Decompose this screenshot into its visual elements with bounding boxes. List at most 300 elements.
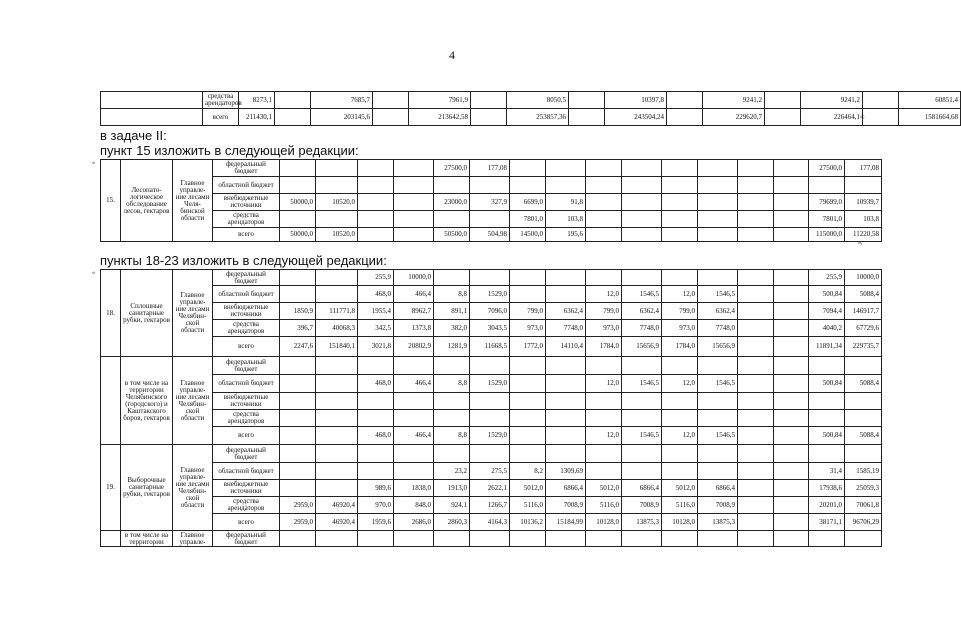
value-cell: 891,1 xyxy=(434,303,470,320)
value-cell xyxy=(316,410,358,427)
section-title-items18-23: пункты 18-23 изложить в следующей редакции: xyxy=(100,253,387,268)
value-cell: 46920,4 xyxy=(316,497,358,514)
value-cell xyxy=(358,177,394,194)
table-row xyxy=(101,228,882,242)
value-cell xyxy=(738,160,774,177)
value-cell xyxy=(738,270,774,286)
value-cell: 11891,34 xyxy=(809,337,845,357)
funding-source: всего xyxy=(203,109,239,126)
item-name: Сплошные санитарные рубки, гектаров xyxy=(121,270,173,357)
table-row xyxy=(101,497,882,514)
page-number: 4 xyxy=(449,48,455,62)
blank-cell xyxy=(863,92,899,109)
value-cell: 799,0 xyxy=(510,303,546,320)
value-cell xyxy=(662,357,698,375)
table-row xyxy=(101,160,882,177)
value-cell xyxy=(546,375,586,393)
value-cell xyxy=(316,463,358,480)
value-cell xyxy=(434,445,470,463)
value-cell xyxy=(738,375,774,393)
value-cell xyxy=(662,445,698,463)
funding-source: всего xyxy=(213,514,280,531)
value-cell: 396,7 xyxy=(280,320,316,337)
value-cell: 8,8 xyxy=(434,286,470,303)
value-cell: 8,2 xyxy=(510,463,546,480)
value-cell xyxy=(845,177,882,194)
value-cell xyxy=(316,177,358,194)
value-cell: 12,0 xyxy=(586,286,622,303)
blank-cell xyxy=(765,109,801,126)
value-cell: 466,4 xyxy=(394,375,434,393)
value-cell: 255,9 xyxy=(358,270,394,286)
value-cell: 226464,1 xyxy=(801,109,863,126)
blank-cell xyxy=(434,531,470,547)
value-cell: 1784,0 xyxy=(662,337,698,357)
value-cell: 12,0 xyxy=(586,375,622,393)
value-cell: 10397,8 xyxy=(605,92,667,109)
value-cell xyxy=(622,270,662,286)
value-cell: 243504,24 xyxy=(605,109,667,126)
value-cell: 7685,7 xyxy=(311,92,373,109)
value-cell: 7801,0 xyxy=(809,211,845,228)
value-cell xyxy=(586,270,622,286)
table-row xyxy=(101,109,961,126)
value-cell: 1955,4 xyxy=(358,303,394,320)
blank-cell xyxy=(373,92,409,109)
value-cell: 12,0 xyxy=(662,286,698,303)
value-cell xyxy=(774,480,809,497)
value-cell xyxy=(316,375,358,393)
funding-source: областной бюджет xyxy=(213,286,280,303)
value-cell: 504,98 xyxy=(470,228,510,242)
value-cell: 103,8 xyxy=(546,211,586,228)
value-cell xyxy=(470,270,510,286)
table-row xyxy=(101,320,882,337)
value-cell: 468,0 xyxy=(358,427,394,445)
value-cell: 7008,9 xyxy=(698,497,738,514)
item-number xyxy=(101,357,121,445)
value-cell: 8962,7 xyxy=(394,303,434,320)
item-number: 15. xyxy=(101,160,121,242)
value-cell xyxy=(510,270,546,286)
value-cell xyxy=(546,177,586,194)
blank-cell xyxy=(845,531,882,547)
value-cell xyxy=(358,393,394,410)
value-cell: 38171,1 xyxy=(809,514,845,531)
value-cell xyxy=(546,270,586,286)
value-cell xyxy=(280,393,316,410)
value-cell xyxy=(316,160,358,177)
value-cell: 500,84 xyxy=(809,286,845,303)
value-cell: 10520,0 xyxy=(316,194,358,211)
value-cell xyxy=(316,427,358,445)
value-cell xyxy=(394,357,434,375)
value-cell: 31,4 xyxy=(809,463,845,480)
value-cell: 12,0 xyxy=(586,427,622,445)
value-cell xyxy=(622,194,662,211)
value-cell xyxy=(698,393,738,410)
value-cell: 5012,0 xyxy=(510,480,546,497)
value-cell xyxy=(316,480,358,497)
table-row xyxy=(101,531,882,547)
value-cell: 1838,0 xyxy=(394,480,434,497)
value-cell: 7094,4 xyxy=(809,303,845,320)
value-cell: 1546,5 xyxy=(698,375,738,393)
value-cell xyxy=(586,410,622,427)
value-cell xyxy=(845,357,882,375)
value-cell xyxy=(510,177,546,194)
value-cell: 255,9 xyxy=(809,270,845,286)
value-cell: 17938,6 xyxy=(809,480,845,497)
value-cell xyxy=(622,211,662,228)
value-cell xyxy=(662,177,698,194)
value-cell: 973,0 xyxy=(662,320,698,337)
value-cell xyxy=(546,357,586,375)
value-cell xyxy=(809,393,845,410)
value-cell xyxy=(280,177,316,194)
value-cell: 1546,5 xyxy=(622,427,662,445)
value-cell xyxy=(280,375,316,393)
value-cell: 9241,2 xyxy=(703,92,765,109)
value-cell xyxy=(738,410,774,427)
value-cell: 3021,8 xyxy=(358,337,394,357)
item-number: 19. xyxy=(101,445,121,531)
value-cell xyxy=(662,228,698,242)
value-cell: 989,6 xyxy=(358,480,394,497)
value-cell: 50000,0 xyxy=(280,194,316,211)
value-cell: 46920,4 xyxy=(316,514,358,531)
value-cell: 5012,0 xyxy=(662,480,698,497)
value-cell: 468,0 xyxy=(358,375,394,393)
value-cell: 466,4 xyxy=(394,286,434,303)
value-cell xyxy=(394,410,434,427)
value-cell: 327,9 xyxy=(470,194,510,211)
funding-source: внебюджетные источники xyxy=(213,393,280,410)
value-cell: 8050,5 xyxy=(507,92,569,109)
value-cell: 60851,4 xyxy=(899,92,961,109)
quote-close-15: »; xyxy=(858,240,863,246)
value-cell: 3043,5 xyxy=(470,320,510,337)
blank-cell xyxy=(373,109,409,126)
blank-cell xyxy=(471,92,507,109)
value-cell: 27500,0 xyxy=(434,160,470,177)
blank-cell xyxy=(667,109,703,126)
value-cell xyxy=(586,393,622,410)
value-cell xyxy=(434,410,470,427)
value-cell xyxy=(738,393,774,410)
table-item-15 xyxy=(100,159,882,242)
value-cell xyxy=(546,427,586,445)
table-items-18-19 xyxy=(100,269,882,547)
value-cell: 8,8 xyxy=(434,375,470,393)
value-cell xyxy=(738,480,774,497)
value-cell: 1546,5 xyxy=(698,427,738,445)
value-cell xyxy=(546,410,586,427)
blank-cell xyxy=(765,92,801,109)
value-cell xyxy=(698,211,738,228)
value-cell xyxy=(280,160,316,177)
value-cell: 229620,7 xyxy=(703,109,765,126)
value-cell xyxy=(470,393,510,410)
value-cell: 973,0 xyxy=(510,320,546,337)
blank-cell xyxy=(809,531,845,547)
value-cell: 924,1 xyxy=(434,497,470,514)
value-cell: 203145,6 xyxy=(311,109,373,126)
value-cell xyxy=(774,320,809,337)
value-cell xyxy=(774,463,809,480)
funding-source: внебюджетные источники xyxy=(213,194,280,211)
value-cell xyxy=(510,410,546,427)
funding-source: средства арендаторов xyxy=(213,410,280,427)
value-cell: 23,2 xyxy=(434,463,470,480)
blank-cell xyxy=(569,109,605,126)
value-cell: 2959,0 xyxy=(280,497,316,514)
value-cell xyxy=(698,177,738,194)
value-cell: 13875,3 xyxy=(698,514,738,531)
value-cell xyxy=(358,445,394,463)
blank-cell xyxy=(510,531,546,547)
value-cell xyxy=(358,211,394,228)
value-cell: 468,0 xyxy=(358,286,394,303)
value-cell xyxy=(316,393,358,410)
value-cell: 103,8 xyxy=(845,211,882,228)
value-cell: 15184,99 xyxy=(546,514,586,531)
value-cell: 799,0 xyxy=(662,303,698,320)
value-cell xyxy=(774,228,809,242)
value-cell xyxy=(316,270,358,286)
value-cell: 10000,0 xyxy=(845,270,882,286)
blank-cell xyxy=(698,531,738,547)
value-cell xyxy=(662,463,698,480)
value-cell xyxy=(809,445,845,463)
value-cell: 12,0 xyxy=(662,375,698,393)
value-cell: 5116,0 xyxy=(510,497,546,514)
value-cell: 96706,29 xyxy=(845,514,882,531)
quote-open-18: « xyxy=(92,270,95,276)
blank-cell xyxy=(569,92,605,109)
value-cell: 6866,4 xyxy=(546,480,586,497)
value-cell: 7748,0 xyxy=(546,320,586,337)
blank-cell xyxy=(667,92,703,109)
value-cell xyxy=(622,410,662,427)
item-executor: Главное управле-ние лесами Челя-бинской области xyxy=(173,160,213,242)
value-cell xyxy=(738,514,774,531)
table-row xyxy=(101,270,882,286)
table-row xyxy=(101,92,961,109)
value-cell xyxy=(809,357,845,375)
blank-cell xyxy=(394,531,434,547)
quote-open-15: « xyxy=(92,160,95,166)
value-cell xyxy=(698,194,738,211)
funding-source: средства арендаторов xyxy=(213,497,280,514)
value-cell: 342,5 xyxy=(358,320,394,337)
item-name: Выборочные санитарные рубки, гектаров xyxy=(121,445,173,531)
value-cell xyxy=(774,445,809,463)
value-cell xyxy=(738,337,774,357)
value-cell xyxy=(622,357,662,375)
value-cell xyxy=(586,228,622,242)
value-cell: 7961,9 xyxy=(409,92,471,109)
value-cell: 8273,1 xyxy=(239,92,275,109)
value-cell: 1850,9 xyxy=(280,303,316,320)
value-cell: 5088,4 xyxy=(845,427,882,445)
value-cell: 1373,8 xyxy=(394,320,434,337)
value-cell: 1281,9 xyxy=(434,337,470,357)
value-cell xyxy=(698,357,738,375)
value-cell xyxy=(774,497,809,514)
value-cell: 1546,5 xyxy=(698,286,738,303)
value-cell xyxy=(316,445,358,463)
funding-source: всего xyxy=(213,427,280,445)
funding-source: федеральный бюджет xyxy=(213,531,280,547)
table-row xyxy=(101,427,882,445)
table-row xyxy=(101,375,882,393)
value-cell xyxy=(774,514,809,531)
item-name: Лесопато-логическое обследование лесов, гектаров xyxy=(121,160,173,242)
blank-cell xyxy=(275,109,311,126)
value-cell xyxy=(434,393,470,410)
value-cell: 7096,0 xyxy=(470,303,510,320)
value-cell xyxy=(622,445,662,463)
value-cell: 14110,4 xyxy=(546,337,586,357)
value-cell: 50500,0 xyxy=(434,228,470,242)
value-cell: 79699,0 xyxy=(809,194,845,211)
item-name: в том числе на территории xyxy=(121,531,173,547)
blank-cell xyxy=(662,531,698,547)
value-cell xyxy=(738,228,774,242)
funding-source: федеральный бюджет xyxy=(213,270,280,286)
value-cell: 10128,0 xyxy=(586,514,622,531)
value-cell xyxy=(358,463,394,480)
value-cell: 9241,2 xyxy=(801,92,863,109)
table-row xyxy=(101,357,882,375)
value-cell: 10128,0 xyxy=(662,514,698,531)
value-cell: 5088,4 xyxy=(845,286,882,303)
value-cell: 1772,0 xyxy=(510,337,546,357)
value-cell: 25059,3 xyxy=(845,480,882,497)
value-cell: 151840,1 xyxy=(316,337,358,357)
value-cell xyxy=(358,410,394,427)
value-cell: 13875,3 xyxy=(622,514,662,531)
item-executor: Главное управле-ние лесами Челябин-ской области xyxy=(173,357,213,445)
funding-source: внебюджетные источники xyxy=(213,303,280,320)
value-cell: 20802,9 xyxy=(394,337,434,357)
value-cell xyxy=(622,393,662,410)
value-cell xyxy=(510,357,546,375)
value-cell xyxy=(662,160,698,177)
blank-cell xyxy=(101,109,203,126)
value-cell xyxy=(394,211,434,228)
item-executor: Главное управле- xyxy=(173,531,213,547)
value-cell: 2686,0 xyxy=(394,514,434,531)
item-name: в том числе на территории Челябинского (городского) и Каштакского боров, гектаров xyxy=(121,357,173,445)
blank-cell xyxy=(280,531,316,547)
value-cell xyxy=(738,320,774,337)
blank-cell xyxy=(101,531,121,547)
value-cell xyxy=(280,445,316,463)
value-cell: 500,84 xyxy=(809,375,845,393)
value-cell: 1581664,68 xyxy=(899,109,961,126)
funding-source: федеральный бюджет xyxy=(213,160,280,177)
value-cell xyxy=(280,286,316,303)
value-cell xyxy=(470,177,510,194)
blank-cell xyxy=(101,92,203,109)
table-row xyxy=(101,463,882,480)
value-cell: 799,0 xyxy=(586,303,622,320)
value-cell: 1959,6 xyxy=(358,514,394,531)
value-cell xyxy=(510,393,546,410)
value-cell xyxy=(845,445,882,463)
value-cell: 213642,58 xyxy=(409,109,471,126)
value-cell: 6866,4 xyxy=(622,480,662,497)
value-cell xyxy=(586,194,622,211)
table-row xyxy=(101,445,882,463)
value-cell xyxy=(774,357,809,375)
value-cell xyxy=(546,445,586,463)
value-cell: 6699,0 xyxy=(510,194,546,211)
value-cell xyxy=(546,286,586,303)
value-cell xyxy=(316,357,358,375)
table-row xyxy=(101,303,882,320)
table-row xyxy=(101,177,882,194)
value-cell xyxy=(774,194,809,211)
value-cell xyxy=(586,160,622,177)
blank-cell xyxy=(546,531,586,547)
table-row xyxy=(101,286,882,303)
value-cell xyxy=(622,463,662,480)
value-cell: 5116,0 xyxy=(662,497,698,514)
value-cell xyxy=(316,211,358,228)
value-cell xyxy=(434,177,470,194)
value-cell: 10136,2 xyxy=(510,514,546,531)
value-cell xyxy=(774,211,809,228)
value-cell xyxy=(698,228,738,242)
value-cell xyxy=(280,270,316,286)
value-cell xyxy=(358,228,394,242)
value-cell: 11220,58 xyxy=(845,228,882,242)
section-title-task2: в задаче II: xyxy=(100,128,167,143)
funding-source: всего xyxy=(213,228,280,242)
value-cell: 177,08 xyxy=(845,160,882,177)
value-cell xyxy=(738,445,774,463)
value-cell: 27500,0 xyxy=(809,160,845,177)
value-cell xyxy=(774,393,809,410)
value-cell xyxy=(358,194,394,211)
value-cell: 40068,3 xyxy=(316,320,358,337)
value-cell: 15656,9 xyxy=(698,337,738,357)
value-cell xyxy=(546,160,586,177)
value-cell xyxy=(738,357,774,375)
table-row xyxy=(101,211,882,228)
value-cell xyxy=(280,427,316,445)
value-cell xyxy=(394,228,434,242)
value-cell xyxy=(586,357,622,375)
value-cell xyxy=(510,160,546,177)
value-cell: 1266,7 xyxy=(470,497,510,514)
top-table xyxy=(100,91,961,126)
blank-cell xyxy=(358,531,394,547)
blank-cell xyxy=(738,531,774,547)
value-cell xyxy=(698,270,738,286)
value-cell xyxy=(470,445,510,463)
value-cell: 848,0 xyxy=(394,497,434,514)
value-cell: 91,8 xyxy=(546,194,586,211)
funding-source: средства арендаторов xyxy=(213,211,280,228)
value-cell: 1546,5 xyxy=(622,286,662,303)
blank-cell xyxy=(471,109,507,126)
value-cell xyxy=(510,375,546,393)
table-row xyxy=(101,410,882,427)
